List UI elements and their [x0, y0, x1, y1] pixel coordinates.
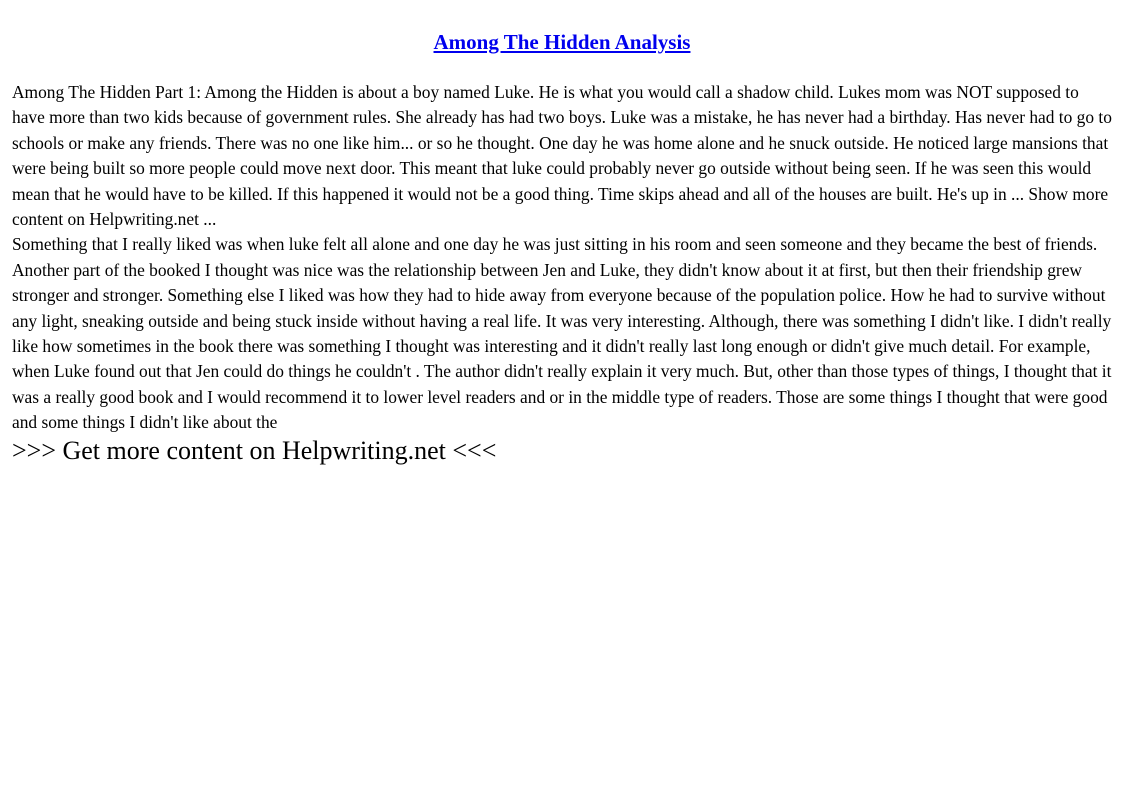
- document-page: [12, 30, 1112, 466]
- page-title-link[interactable]: Among The Hidden Analysis: [433, 30, 691, 54]
- analysis-paragraph-2: Something that I really liked was when luke felt all alone and one day he was just sitting in his room and seen someone and they became the best of friends. Another part of the booked I thought was nice was the relationship between Jen and Luke, they didn't know about it at first, but then their friendship grew stronger and stronger. Something else I liked was how they had to hide away from everyone because of the population police. How he had to survive without any light, sneaking outside and being stuck inside without having a real life. It was very interesting. Although, there was something I didn't like. I didn't really like how sometimes in the book there was something I thought was interesting and it didn't really last long enough or didn't give much detail. For example, when Luke found out that Jen could do things he couldn't . The author didn't really explain it very much. But, other than those types of things, I thought that it was a really good book and I would recommend it to lower level readers and or in the middle type of readers. Those are some things I thought that were good and some things I didn't like about the: [12, 234, 1112, 433]
- title-container: [12, 30, 1112, 58]
- get-more-content-link[interactable]: >>> Get more content on Helpwriting.net <<<: [12, 435, 497, 465]
- analysis-paragraph-1: Among The Hidden Part 1: Among the Hidden is about a boy named Luke. He is what you would call a shadow child. Lukes mom was NOT supposed to have more than two kids because of government rules. She already has had two boys. Luke was a mistake, he has never had a birthday. Has never had to go to schools or make any friends. There was no one like him... or so he thought. One day he was home alone and he snuck outside. He noticed large mansions that were being built so more people could move next door. This meant that luke could probably never go outside without being seen. If he was seen this would mean that he would have to be killed. If this happened it would not be a good thing. Time skips ahead and all of the houses are built. He's up in ... Show more content on Helpwriting.net ...: [12, 82, 1112, 230]
